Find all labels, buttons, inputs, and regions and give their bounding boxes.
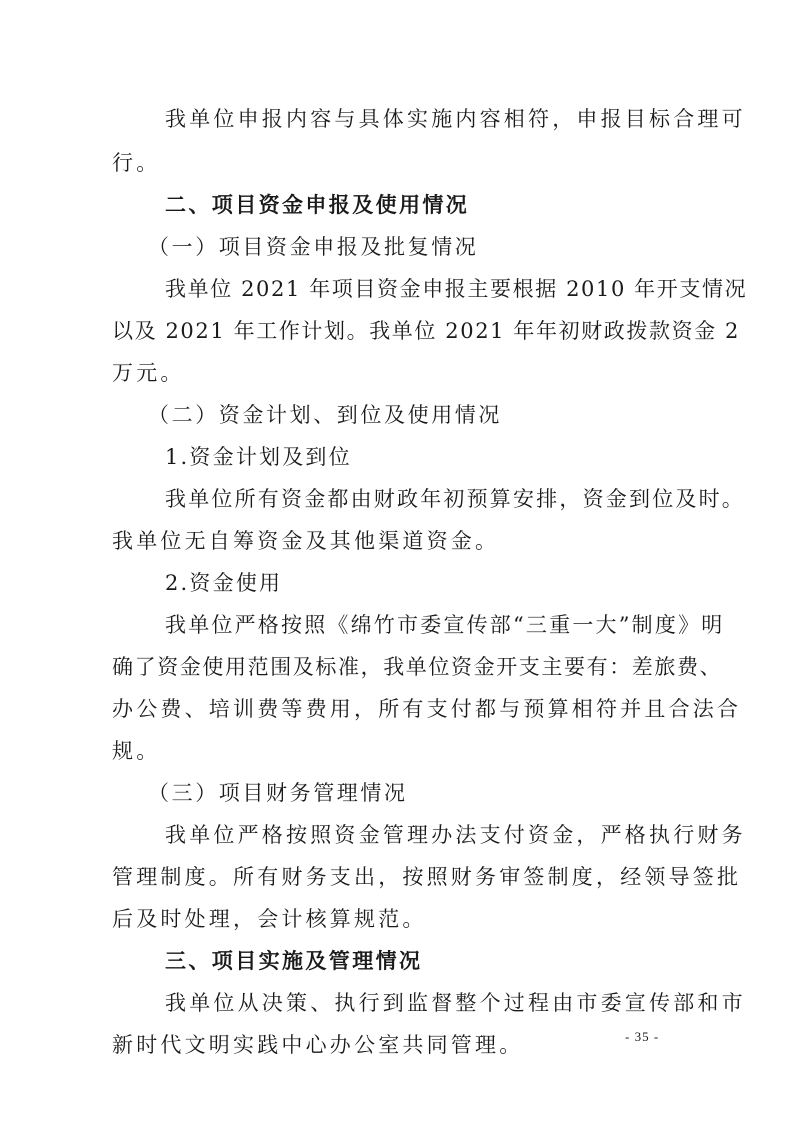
paragraph-line: 我单位严格按照《绵竹市委宣传部“三重一大”制度》明	[165, 613, 725, 637]
paragraph-line: 我单位严格按照资金管理办法支付资金，严格执行财务	[165, 823, 746, 847]
paragraph-line: 行。	[112, 151, 161, 175]
paragraph-line: 后及时处理，会计核算规范。	[112, 907, 427, 931]
paragraph-line: 我单位无自筹资金及其他渠道资金。	[112, 529, 500, 553]
paragraph-line: 规。	[112, 739, 161, 763]
section-heading: 三、项目实施及管理情况	[165, 949, 423, 973]
paragraph-line: 我单位从决策、执行到监督整个过程由市委宣传部和市	[165, 991, 746, 1015]
subsection-heading: （三）项目财务管理情况	[148, 781, 408, 805]
paragraph-line: 办公费、培训费等费用，所有支付都与预算相符并且合法合	[112, 697, 742, 721]
page-number: - 35 -	[625, 1029, 660, 1044]
subsection-heading: （二）资金计划、到位及使用情况	[148, 403, 502, 427]
item-heading: 2.资金使用	[165, 571, 283, 595]
paragraph-line: 我单位申报内容与具体实施内容相符，申报目标合理可	[165, 107, 746, 131]
section-heading: 二、项目资金申报及使用情况	[165, 193, 470, 217]
paragraph-line: 我单位 2021 年项目资金申报主要根据 2010 年开支情况	[165, 277, 748, 301]
paragraph-line: 我单位所有资金都由财政年初预算安排，资金到位及时。	[165, 487, 745, 511]
subsection-heading: （一）项目资金申报及批复情况	[148, 235, 479, 259]
paragraph-line: 新时代文明实践中心办公室共同管理。	[112, 1033, 524, 1057]
paragraph-line: 确了资金使用范围及标准，我单位资金开支主要有：差旅费、	[112, 655, 723, 679]
paragraph-line: 管理制度。所有财务支出，按照财务审签制度，经领导签批	[112, 865, 742, 889]
paragraph-line: 以及 2021 年工作计划。我单位 2021 年年初财政拨款资金 2	[112, 319, 741, 343]
item-heading: 1.资金计划及到位	[165, 445, 352, 469]
paragraph-line: 万元。	[112, 361, 185, 385]
